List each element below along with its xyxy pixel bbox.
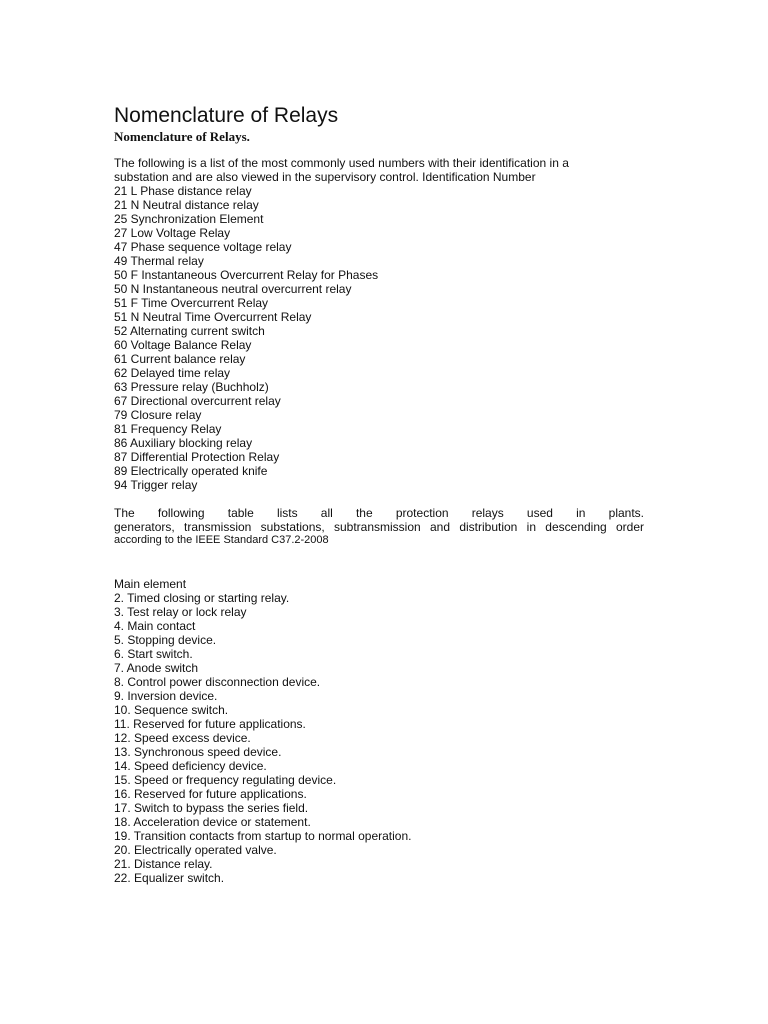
- table-intro-line-2: generators, transmission substations, subtransmission and distribution in descending order: [114, 520, 644, 534]
- table-intro-line-1: The following table lists all the protection relays used in plants.: [114, 506, 644, 520]
- list-item: 87 Differential Protection Relay: [114, 450, 280, 464]
- list-item: 67 Directional overcurrent relay: [114, 394, 281, 408]
- list-item: 50 F Instantaneous Overcurrent Relay for Phases: [114, 268, 379, 282]
- list-item: 22. Equalizer switch.: [114, 871, 225, 885]
- list-item: 20. Electrically operated valve.: [114, 843, 277, 857]
- intro-paragraph: [114, 156, 644, 184]
- table-intro-line-3: according to the IEEE Standard C37.2-2008: [114, 534, 329, 546]
- list-item: 9. Inversion device.: [114, 689, 218, 703]
- list-item: 61 Current balance relay: [114, 352, 246, 366]
- list-item: 15. Speed or frequency regulating device.: [114, 773, 337, 787]
- intro-line-1: The following is a list of the most commonly used numbers with their identification in a: [114, 156, 569, 170]
- list-item: 8. Control power disconnection device.: [114, 675, 321, 689]
- list-item: 81 Frequency Relay: [114, 422, 222, 436]
- list-item: 51 N Neutral Time Overcurrent Relay: [114, 310, 312, 324]
- list-item: 7. Anode switch: [114, 661, 199, 675]
- list-item: Main element: [114, 577, 187, 591]
- list-item: 16. Reserved for future applications.: [114, 787, 307, 801]
- list-item: 79 Closure relay: [114, 408, 202, 422]
- relay-number-list: [114, 184, 644, 492]
- list-item: 10. Sequence switch.: [114, 703, 229, 717]
- list-item: 94 Trigger relay: [114, 478, 198, 492]
- list-item: 27 Low Voltage Relay: [114, 226, 231, 240]
- device-function-list: [114, 577, 644, 885]
- list-item: 60 Voltage Balance Relay: [114, 338, 252, 352]
- document-page: [114, 103, 644, 885]
- list-item: 52 Alternating current switch: [114, 324, 265, 338]
- list-item: 14. Speed deficiency device.: [114, 759, 267, 773]
- list-item: 51 F Time Overcurrent Relay: [114, 296, 269, 310]
- list-item: 13. Synchronous speed device.: [114, 745, 282, 759]
- list-item: 21 L Phase distance relay: [114, 184, 252, 198]
- list-item: 18. Acceleration device or statement.: [114, 815, 311, 829]
- list-item: 5. Stopping device.: [114, 633, 217, 647]
- list-item: 63 Pressure relay (Buchholz): [114, 380, 269, 394]
- list-item: 17. Switch to bypass the series field.: [114, 801, 309, 815]
- list-item: 21 N Neutral distance relay: [114, 198, 259, 212]
- list-item: 62 Delayed time relay: [114, 366, 231, 380]
- list-item: 6. Start switch.: [114, 647, 193, 661]
- list-item: 11. Reserved for future applications.: [114, 717, 306, 731]
- list-item: 19. Transition contacts from startup to normal operation.: [114, 829, 412, 843]
- list-item: 2. Timed closing or starting relay.: [114, 591, 290, 605]
- table-intro-paragraph: [114, 506, 644, 547]
- intro-line-2: substation and are also viewed in the supervisory control. Identification Number: [114, 170, 536, 184]
- list-item: 49 Thermal relay: [114, 254, 204, 268]
- document-subtitle: Nomenclature of Relays.: [114, 129, 250, 144]
- list-item: 47 Phase sequence voltage relay: [114, 240, 292, 254]
- list-item: 50 N Instantaneous neutral overcurrent relay: [114, 282, 352, 296]
- list-item: 3. Test relay or lock relay: [114, 605, 247, 619]
- paragraph-spacer: [114, 492, 644, 506]
- list-item: 25 Synchronization Element: [114, 212, 264, 226]
- list-item: 89 Electrically operated knife: [114, 464, 268, 478]
- list-item: 12. Speed excess device.: [114, 731, 251, 745]
- paragraph-spacer: [114, 547, 644, 577]
- list-item: 86 Auxiliary blocking relay: [114, 436, 253, 450]
- list-item: 21. Distance relay.: [114, 857, 213, 871]
- document-title: Nomenclature of Relays: [114, 104, 339, 127]
- list-item: 4. Main contact: [114, 619, 196, 633]
- document-body: [114, 156, 644, 885]
